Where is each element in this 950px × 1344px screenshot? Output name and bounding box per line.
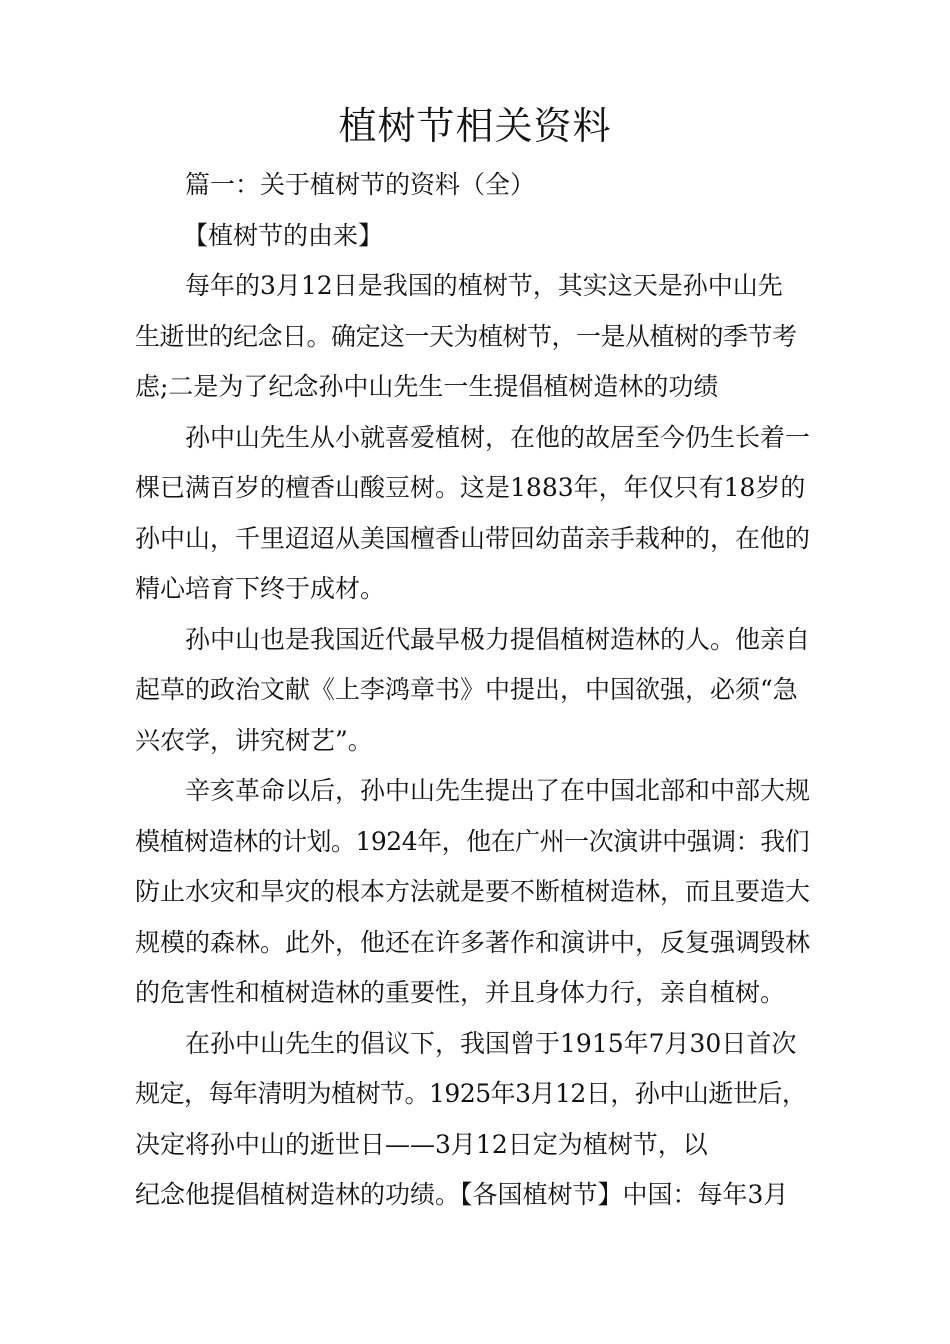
text-line: 在孙中山先生的倡议下，我国曾于1915年7月30日首次 — [185, 1028, 797, 1058]
text-line: 精心培育下终于成材。 — [135, 574, 386, 603]
text-line: 孙中山也是我国近代最早极力提倡植树造林的人。他亲自 — [185, 624, 811, 654]
text-line: 规定，每年清明为植树节。1925年3月12日，孙中山逝世后， — [135, 1079, 807, 1108]
text-line: 模植树造林的计划。1924年，他在广州一次演讲中强调：我们 — [135, 826, 810, 856]
text-line: 起草的政治文献《上李鸿章书》中提出，中国欲强，必须“急 — [135, 675, 798, 704]
text-line: 孙中山，千里迢迢从美国檀香山带回幼苗亲手栽种的，在他的 — [135, 523, 811, 553]
text-line: 孙中山先生从小就喜爱植树，在他的故居至今仍生长着一 — [185, 422, 811, 452]
text-line: 生逝世的纪念日。确定这一天为植树节，一是从植树的季节考 — [135, 321, 797, 351]
text-line: 纪念他提倡植树造林的功绩。【各国植树节】中国：每年3月 — [135, 1180, 789, 1209]
text-line: 【植树节的由来】 — [183, 220, 384, 250]
document-title: 植树节相关资料 — [338, 104, 612, 148]
text-line: 规模的森林。此外，他还在许多著作和演讲中，反复强调毁林 — [135, 927, 811, 957]
text-line: 辛亥革命以后，孙中山先生提出了在中国北部和中部大规 — [185, 776, 811, 805]
text-line: 棵已满百岁的檀香山酸豆树。这是1883年，年仅只有18岁的 — [135, 473, 806, 502]
text-line: 虑;二是为了纪念孙中山先生一生提倡植树造林的功绩 — [135, 372, 719, 401]
text-line: 兴农学，讲究树艺”。 — [135, 725, 373, 755]
text-line: 决定将孙中山的逝世日——3月12日定为植树节，以 — [135, 1129, 708, 1159]
document-body — [135, 160, 830, 1221]
text-line: 每年的3月12日是我国的植树节，其实这天是孙中山先 — [185, 271, 783, 300]
text-line: 防止水灾和旱灾的根本方法就是要不断植树造林，而且要造大 — [135, 877, 811, 906]
text-line: 的危害性和植树造林的重要性，并且身体力行，亲自植树。 — [135, 978, 786, 1007]
text-line: 篇一：关于植树节的资料（全） — [185, 170, 536, 199]
